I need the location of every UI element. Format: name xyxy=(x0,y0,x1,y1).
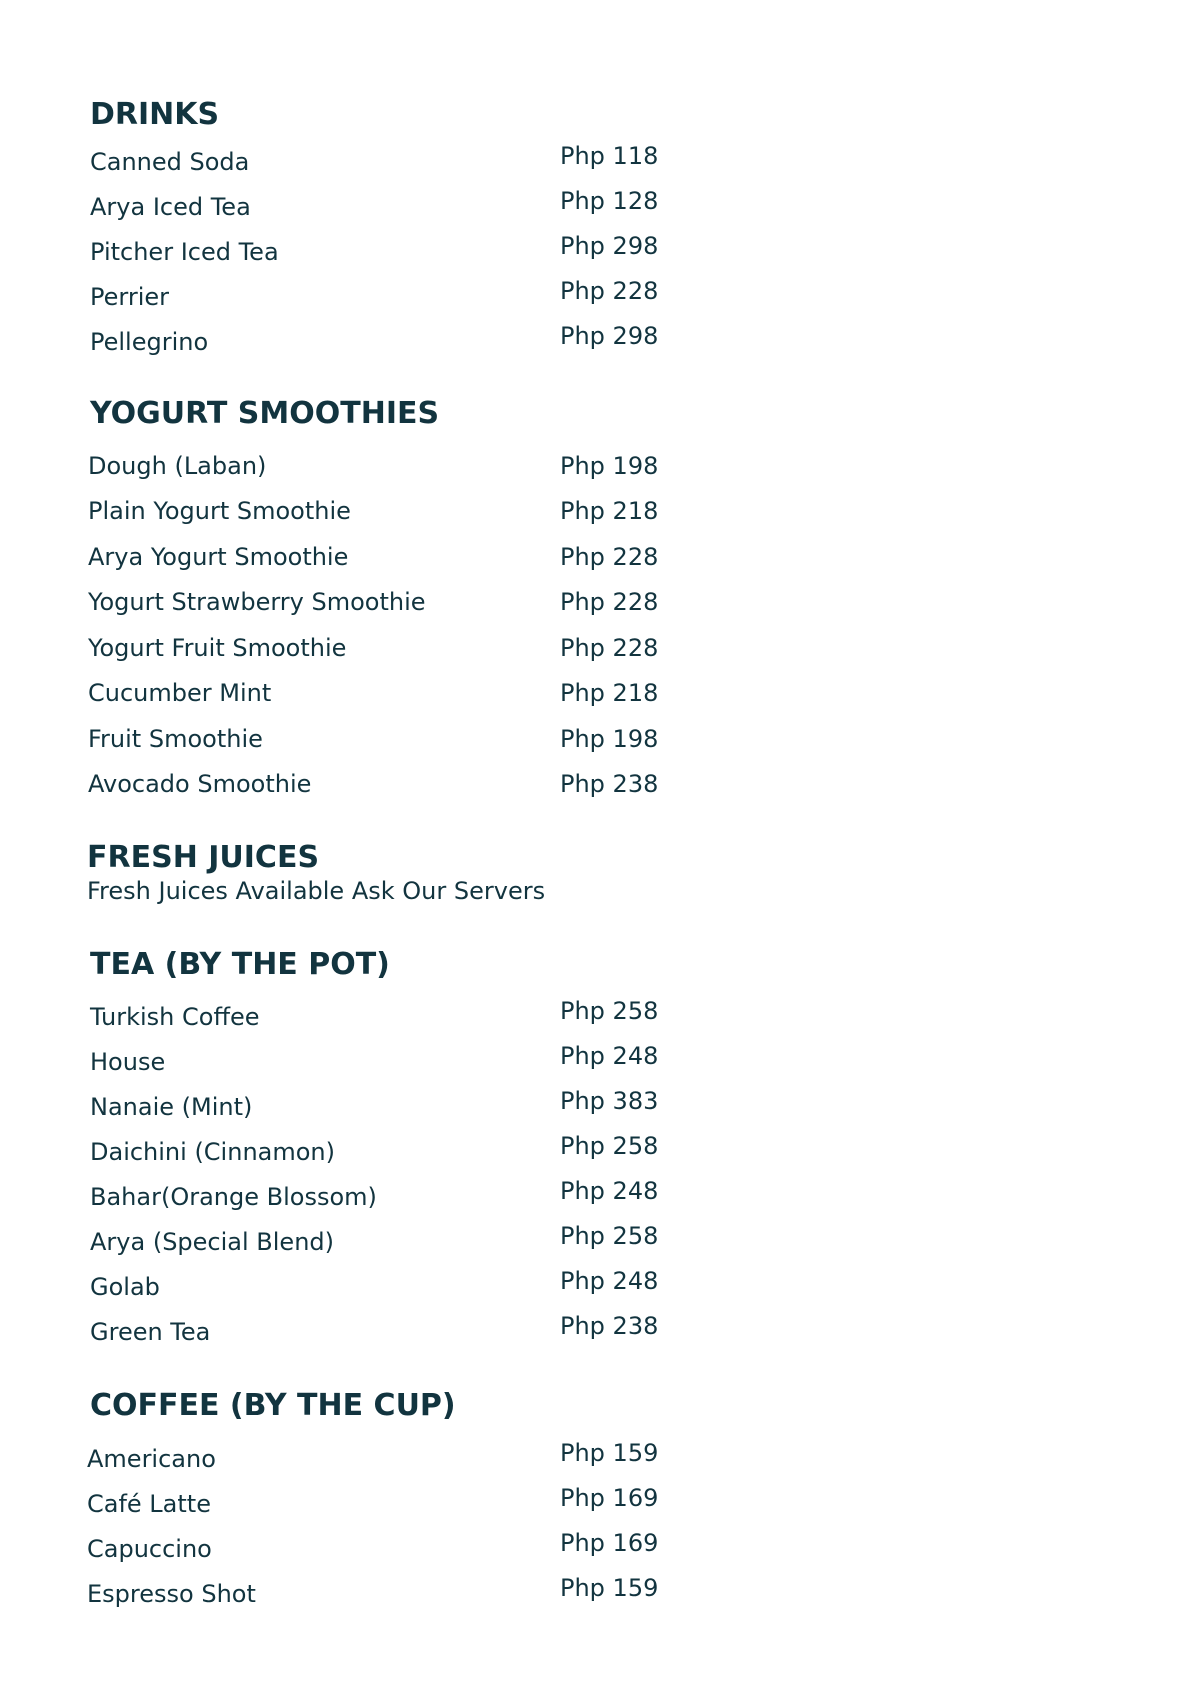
menu-item-price: Php 159 xyxy=(560,1439,659,1467)
menu-item-price: Php 159 xyxy=(560,1574,659,1602)
menu-item-price: Php 118 xyxy=(560,142,659,170)
menu-item-name: Avocado Smoothie xyxy=(88,770,312,798)
menu-item-price: Php 218 xyxy=(560,497,659,525)
menu-item-price: Php 169 xyxy=(560,1484,659,1512)
menu-item-name: Espresso Shot xyxy=(87,1580,256,1608)
menu-item-name: Turkish Coffee xyxy=(90,1003,260,1031)
menu-item-price: Php 218 xyxy=(560,679,659,707)
menu-item-name: Perrier xyxy=(90,283,169,311)
menu-item-name: Fruit Smoothie xyxy=(88,725,263,753)
menu-item-price: Php 228 xyxy=(560,277,659,305)
menu-item-name: Nanaie (Mint) xyxy=(90,1093,253,1121)
menu-item-name: Cucumber Mint xyxy=(88,679,272,707)
menu-item-name: Green Tea xyxy=(90,1318,211,1346)
menu-item-price: Php 248 xyxy=(560,1267,659,1295)
section-heading-drinks: DRINKS xyxy=(90,97,220,132)
menu-item-name: Arya (Special Blend) xyxy=(90,1228,334,1256)
menu-item-name: House xyxy=(90,1048,166,1076)
menu-item-price: Php 228 xyxy=(560,634,659,662)
menu-item-name: Yogurt Fruit Smoothie xyxy=(88,634,347,662)
menu-item-price: Php 248 xyxy=(560,1042,659,1070)
menu-item-price: Php 383 xyxy=(560,1087,659,1115)
menu-item-price: Php 298 xyxy=(560,322,659,350)
menu-item-price: Php 238 xyxy=(560,1312,659,1340)
menu-item-name: Bahar(Orange Blossom) xyxy=(90,1183,377,1211)
menu-item-price: Php 228 xyxy=(560,588,659,616)
menu-item-name: Golab xyxy=(90,1273,160,1301)
menu-item-name: Pitcher Iced Tea xyxy=(90,238,279,266)
menu-item-price: Php 228 xyxy=(560,543,659,571)
menu-item-name: Dough (Laban) xyxy=(88,452,267,480)
section-note: Fresh Juices Available Ask Our Servers xyxy=(87,877,546,905)
section-heading-tea-by-the-pot: TEA (BY THE POT) xyxy=(90,947,390,982)
menu-item-price: Php 258 xyxy=(560,1222,659,1250)
menu-item-price: Php 169 xyxy=(560,1529,659,1557)
menu-item-name: Canned Soda xyxy=(90,148,250,176)
menu-item-name: Café Latte xyxy=(87,1490,211,1518)
menu-item-price: Php 258 xyxy=(560,997,659,1025)
menu-item-price: Php 198 xyxy=(560,725,659,753)
menu-item-price: Php 298 xyxy=(560,232,659,260)
menu-item-name: Pellegrino xyxy=(90,328,209,356)
menu-item-name: Americano xyxy=(87,1445,216,1473)
menu-item-name: Plain Yogurt Smoothie xyxy=(88,497,351,525)
section-heading-fresh-juices: FRESH JUICES xyxy=(87,840,320,875)
section-heading-coffee-by-the-cup: COFFEE (BY THE CUP) xyxy=(90,1388,456,1423)
menu-item-name: Arya Iced Tea xyxy=(90,193,251,221)
menu-item-price: Php 128 xyxy=(560,187,659,215)
menu-item-name: Capuccino xyxy=(87,1535,212,1563)
menu-item-price: Php 238 xyxy=(560,770,659,798)
menu-item-name: Arya Yogurt Smoothie xyxy=(88,543,349,571)
section-heading-yogurt-smoothies: YOGURT SMOOTHIES xyxy=(90,396,440,431)
menu-item-name: Daichini (Cinnamon) xyxy=(90,1138,335,1166)
menu-item-price: Php 248 xyxy=(560,1177,659,1205)
menu-item-price: Php 198 xyxy=(560,452,659,480)
menu-item-price: Php 258 xyxy=(560,1132,659,1160)
menu-item-name: Yogurt Strawberry Smoothie xyxy=(88,588,426,616)
